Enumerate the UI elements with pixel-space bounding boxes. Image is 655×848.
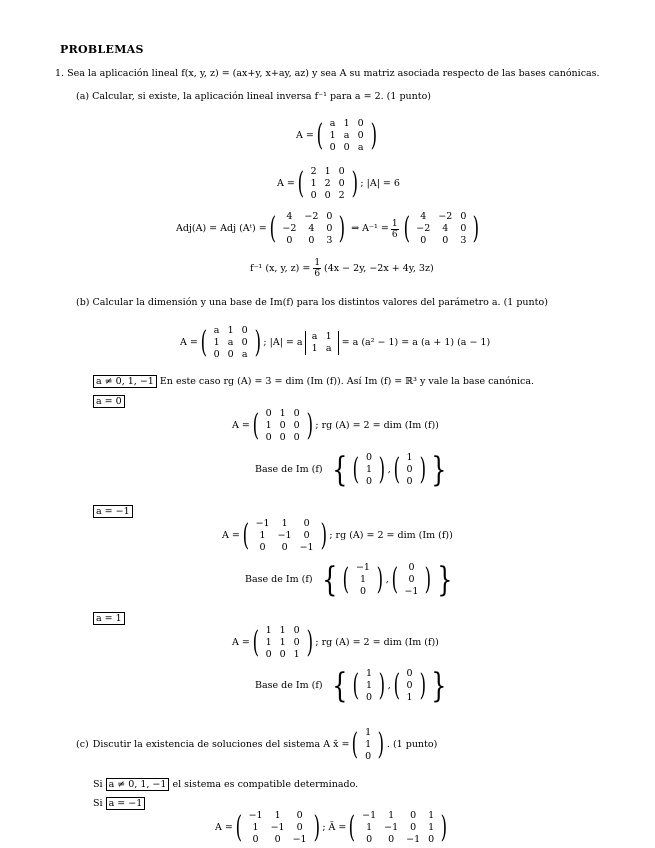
matrix-cell: 3 bbox=[460, 235, 467, 246]
fraction: $\frac{1}{6}$ bbox=[314, 258, 321, 279]
matrix-cell: a bbox=[311, 331, 318, 342]
matrix-cell: 4 bbox=[308, 223, 315, 234]
matrix-cell: −1 bbox=[299, 542, 314, 553]
matrix-cell: 0 bbox=[274, 834, 281, 845]
vector-2 bbox=[400, 562, 422, 598]
matrix-cell: 1 bbox=[265, 420, 272, 431]
eq-rhs: ; rg (A) = 2 = dim (Im (f)) bbox=[315, 420, 439, 432]
part-c-heading: (c) Discutir la existencia de soluciones del sistema A x̄ = ( 1 1 0 ) . (1 punto) bbox=[76, 727, 438, 762]
matrix-cell: 0 bbox=[265, 408, 272, 419]
matrix-cell: 0 bbox=[324, 190, 331, 201]
matrix-cell: 0 bbox=[279, 432, 286, 443]
eq-lhs: A = bbox=[277, 178, 295, 190]
part-b-heading bbox=[76, 298, 548, 308]
matrix-cell: −1 bbox=[292, 834, 307, 845]
eq-mid: ; |A| = a bbox=[263, 337, 303, 349]
part-c-text: Discutir la existencia de soluciones del sistema A x̄ = bbox=[92, 739, 350, 751]
matrix-cell: 0 bbox=[343, 142, 350, 153]
matrix-cell: 0 bbox=[259, 542, 266, 553]
matrix-cell: 1 bbox=[227, 325, 234, 336]
matrix-cell: −1 bbox=[270, 822, 285, 833]
matrix-cell: 1 bbox=[311, 343, 318, 354]
eq-rhs: (4x − 2y, −2x + 4y, 3z) bbox=[324, 262, 434, 274]
case-minus-one-label bbox=[93, 507, 133, 517]
matrix-cell: 0 bbox=[338, 166, 345, 177]
problem-1-statement bbox=[55, 69, 600, 79]
matrix-cell: −1 bbox=[406, 834, 421, 845]
matrix-cell: 0 bbox=[460, 223, 467, 234]
eq-lhs: A = bbox=[215, 822, 233, 834]
adjoint-equation: Adj(A) = Adj (Aᵗ) = ( 4 −2 0 −2 4 0 0 0 3 ) ⇒ A⁻¹ = $\frac{1}{6}$ ( 4 −2 0 −2 4 0 0 0 3 ) bbox=[176, 211, 480, 246]
vector-cell: 0 bbox=[365, 452, 373, 463]
matrix-cell: 1 bbox=[293, 649, 300, 660]
matrix-cell: 1 bbox=[265, 625, 272, 636]
matrix-cell: a bbox=[329, 118, 336, 129]
eq-mid: ; Ā = bbox=[322, 822, 347, 834]
matrix-cell: 0 bbox=[279, 649, 286, 660]
matrix-cell: 1 bbox=[428, 822, 435, 833]
matrix-table bbox=[210, 325, 252, 361]
part-b-text: Calcular la dimensión y una base de Im(f) para los distintos valores del parámetro a. (1 punto) bbox=[92, 297, 548, 308]
eq-lhs: f⁻¹ (x, y, z) = bbox=[250, 262, 311, 274]
matrix-cell: a bbox=[213, 325, 220, 336]
vector-cell: 0 bbox=[406, 464, 413, 475]
matrix-cell: 1 bbox=[310, 178, 317, 189]
matrix-cell: 1 bbox=[265, 637, 272, 648]
case-text: En este caso rg (A) = 3 = dim (Im (f)). Así Im (f) = ℝ³ y vale la base canónica. bbox=[159, 376, 535, 387]
vector-cell: 1 bbox=[365, 668, 373, 679]
matrix-cell: 1 bbox=[213, 337, 220, 348]
matrix-cell: 0 bbox=[279, 420, 286, 431]
matrix-cell: 0 bbox=[410, 822, 417, 833]
part-c-case-2 bbox=[93, 799, 145, 809]
matrix-cell: 1 bbox=[388, 810, 395, 821]
matrix-cell: a bbox=[343, 130, 350, 141]
vector-2 bbox=[402, 452, 416, 488]
vector-cell: 0 bbox=[365, 751, 372, 762]
matrix-cell: 4 bbox=[442, 223, 449, 234]
matrix-cell: −1 bbox=[384, 822, 399, 833]
case-one-label bbox=[93, 614, 125, 624]
matrix-cell: a bbox=[325, 343, 332, 354]
matrix-cell: 0 bbox=[286, 235, 293, 246]
matrix-cell: 0 bbox=[293, 625, 300, 636]
eq-rhs: ; rg (A) = 2 = dim (Im (f)) bbox=[315, 637, 439, 649]
matrix-cell: 0 bbox=[293, 637, 300, 648]
matrix-cell: 2 bbox=[338, 190, 345, 201]
augmented-matrix-table bbox=[358, 810, 438, 846]
case-box: a = −1 bbox=[93, 505, 133, 518]
matrix-cell: 0 bbox=[357, 118, 364, 129]
matrix-cell: 1 bbox=[279, 625, 286, 636]
vector-cell: 1 bbox=[365, 739, 372, 750]
vector-cell: 0 bbox=[406, 668, 413, 679]
case-box: a ≠ 0, 1, −1 bbox=[93, 375, 157, 388]
matrix-table bbox=[252, 518, 318, 554]
matrix-cell: 0 bbox=[213, 349, 220, 360]
base-label: Base de Im (f) bbox=[245, 574, 313, 586]
vector-2 bbox=[402, 668, 416, 704]
matrix-cell: 0 bbox=[308, 235, 315, 246]
matrix-cell: 0 bbox=[366, 834, 373, 845]
case-zero-base: Base de Im (f) { ( 0 1 0 ) , ( 1 0 0 ) } bbox=[255, 450, 447, 490]
matrix-cell: 0 bbox=[326, 223, 333, 234]
part-c-label: (c) bbox=[76, 739, 89, 751]
base-label: Base de Im (f) bbox=[255, 680, 323, 692]
matrix-cell: −1 bbox=[277, 530, 292, 541]
matrix-cell: 3 bbox=[326, 235, 333, 246]
matrix-cell: −2 bbox=[416, 223, 431, 234]
matrix-cell: 0 bbox=[326, 211, 333, 222]
part-a-text: Calcular, si existe, la aplicación lineal inversa f⁻¹ para a = 2. (1 punto) bbox=[92, 91, 432, 102]
inverse-function bbox=[250, 258, 434, 279]
matrix-table bbox=[245, 810, 311, 846]
eq-rhs: = a (a² − 1) = a (a + 1) (a − 1) bbox=[341, 337, 491, 349]
problem-text: Sea la aplicación lineal f(x, y, z) = (ax+y, x+ay, az) y sea A su matriz asociada respecto de las bases canónicas. bbox=[67, 68, 600, 79]
matrix-cell: 1 bbox=[279, 408, 286, 419]
vector-cell: −1 bbox=[355, 562, 370, 573]
matrix-cell: a bbox=[227, 337, 234, 348]
matrix-cell: −1 bbox=[362, 810, 377, 821]
matrix-table bbox=[326, 118, 368, 154]
matrix-cell: −2 bbox=[438, 211, 453, 222]
matrix-cell: 4 bbox=[420, 211, 427, 222]
vector-cell: 1 bbox=[365, 727, 372, 738]
si-text: Si bbox=[93, 798, 103, 809]
matrix-cell: 0 bbox=[241, 325, 248, 336]
part-c-points: . (1 punto) bbox=[386, 739, 438, 751]
matrix-cell: −1 bbox=[248, 810, 263, 821]
vector-1 bbox=[352, 562, 374, 598]
matrix-cell: 2 bbox=[310, 166, 317, 177]
matrix-cell: 1 bbox=[252, 822, 259, 833]
matrix-cell: 1 bbox=[279, 637, 286, 648]
eq-lhs: Adj(A) = Adj (Aᵗ) = bbox=[176, 223, 267, 235]
vector-1 bbox=[362, 668, 376, 704]
matrix-cell: 0 bbox=[303, 530, 310, 541]
part-a-label: (a) bbox=[76, 91, 90, 102]
vector-cell: 0 bbox=[408, 562, 415, 573]
part-a-heading bbox=[76, 92, 431, 102]
vector-cell: 0 bbox=[406, 476, 413, 487]
case-text: el sistema es compatible determinado. bbox=[172, 779, 359, 790]
vector-cell: 1 bbox=[359, 574, 366, 585]
case-one-base: Base de Im (f) { ( 1 1 0 ) , ( 0 0 1 ) } bbox=[255, 666, 447, 706]
matrix-cell: 0 bbox=[338, 178, 345, 189]
matrix-cell: 1 bbox=[325, 331, 332, 342]
base-label: Base de Im (f) bbox=[255, 464, 323, 476]
matrix-cell: 0 bbox=[410, 810, 417, 821]
matrix-cell: 1 bbox=[366, 822, 373, 833]
eq-mid: ⇒ A⁻¹ = bbox=[351, 223, 389, 235]
matrix-table bbox=[412, 211, 470, 247]
matrix-cell: 4 bbox=[286, 211, 293, 222]
matrix-table bbox=[307, 166, 349, 202]
matrix-cell: −2 bbox=[282, 223, 297, 234]
vector-cell: 1 bbox=[406, 452, 413, 463]
page-title: PROBLEMAS bbox=[60, 43, 144, 56]
vector-cell: 0 bbox=[365, 692, 373, 703]
matrix-cell: 0 bbox=[293, 408, 300, 419]
case-box: a ≠ 0, 1, −1 bbox=[106, 778, 170, 791]
vector-cell: 1 bbox=[365, 680, 373, 691]
part-c-case-1 bbox=[93, 780, 358, 790]
vector-cell: 1 bbox=[406, 692, 413, 703]
case-general bbox=[93, 377, 534, 387]
matrix-cell: 1 bbox=[343, 118, 350, 129]
case-zero-matrix: A = ( 0 1 0 1 0 0 0 0 0 ) ; rg (A) = 2 = dim (Im (f)) bbox=[232, 408, 439, 443]
matrix-cell: −1 bbox=[255, 518, 270, 529]
matrix-table bbox=[262, 625, 304, 661]
matrix-cell: 0 bbox=[296, 822, 303, 833]
matrix-cell: 1 bbox=[428, 810, 435, 821]
matrix-cell: 0 bbox=[281, 542, 288, 553]
eq-lhs: A = bbox=[222, 530, 240, 542]
vector-cell: 0 bbox=[359, 586, 366, 597]
case-one-matrix: A = ( 1 1 0 1 1 0 0 0 1 ) ; rg (A) = 2 = dim (Im (f)) bbox=[232, 625, 439, 660]
matrix-cell: 0 bbox=[460, 211, 467, 222]
matrix-cell: 0 bbox=[293, 420, 300, 431]
eq-rhs: ; rg (A) = 2 = dim (Im (f)) bbox=[329, 530, 453, 542]
matrix-table bbox=[262, 408, 304, 444]
vector-cell: 0 bbox=[406, 680, 413, 691]
matrix-cell: 0 bbox=[442, 235, 449, 246]
matrix-cell: 0 bbox=[227, 349, 234, 360]
matrix-cell: 0 bbox=[388, 834, 395, 845]
matrix-cell: 2 bbox=[324, 178, 331, 189]
matrix-cell: 1 bbox=[259, 530, 266, 541]
si-text: Si bbox=[93, 779, 103, 790]
matrix-cell: a bbox=[241, 349, 248, 360]
case-box: a = 1 bbox=[93, 612, 125, 625]
eq-rhs: ; |A| = 6 bbox=[360, 178, 400, 190]
fraction: $\frac{1}{6}$ bbox=[391, 218, 398, 240]
matrix-cell: 0 bbox=[252, 834, 259, 845]
matrix-cell: 0 bbox=[293, 432, 300, 443]
case-box: a = −1 bbox=[106, 797, 146, 810]
matrix-cell: 0 bbox=[241, 337, 248, 348]
eq-lhs: A = bbox=[180, 337, 198, 349]
matrix-cell: 1 bbox=[274, 810, 281, 821]
case-minus-one-base: Base de Im (f) { ( −1 1 0 ) , ( 0 0 −1 ) } bbox=[245, 560, 453, 600]
eq-lhs: A = bbox=[296, 130, 314, 142]
matrix-cell: 0 bbox=[303, 518, 310, 529]
vector-cell: −1 bbox=[404, 586, 419, 597]
rhs-vector bbox=[361, 727, 375, 763]
matrix-table bbox=[278, 211, 336, 247]
matrix-A-a2: A = ( 2 1 0 1 2 0 0 0 2 ) ; |A| = 6 bbox=[277, 166, 400, 201]
matrix-cell: 0 bbox=[420, 235, 427, 246]
matrix-cell: 1 bbox=[324, 166, 331, 177]
matrix-cell: −2 bbox=[304, 211, 319, 222]
determinant-equation: A = ( a 1 0 1 a 0 0 0 a ) ; |A| = a a 1 1 a = a (a² − 1) = a (a + 1) (a − 1) bbox=[180, 325, 491, 360]
matrix-cell: 0 bbox=[357, 130, 364, 141]
vector-cell: 0 bbox=[365, 476, 373, 487]
problem-number: 1. bbox=[55, 68, 65, 79]
augmented-equation: A = ( −1 1 0 1 −1 0 0 0 −1 ) ; Ā = ( −1 1 0 1 1 −1 0 1 0 0 −1 0 ) bbox=[215, 810, 448, 845]
matrix-cell: 0 bbox=[296, 810, 303, 821]
matrix-cell: a bbox=[357, 142, 364, 153]
eq-lhs: A = bbox=[232, 420, 250, 432]
matrix-cell: 0 bbox=[428, 834, 435, 845]
minor-table bbox=[308, 331, 336, 355]
vector-1 bbox=[362, 452, 376, 488]
matrix-cell: 1 bbox=[281, 518, 288, 529]
matrix-cell: 0 bbox=[265, 649, 272, 660]
matrix-cell: 1 bbox=[329, 130, 336, 141]
matrix-cell: 0 bbox=[310, 190, 317, 201]
case-box: a = 0 bbox=[93, 395, 125, 408]
matrix-cell: 0 bbox=[329, 142, 336, 153]
vector-cell: 0 bbox=[408, 574, 415, 585]
case-zero-label bbox=[93, 397, 125, 407]
vector-cell: 1 bbox=[365, 464, 373, 475]
matrix-cell: 0 bbox=[265, 432, 272, 443]
case-minus-one-matrix: A = ( −1 1 0 1 −1 0 0 0 −1 ) ; rg (A) = 2 = dim (Im (f)) bbox=[222, 518, 453, 553]
eq-lhs: A = bbox=[232, 637, 250, 649]
part-b-label: (b) bbox=[76, 297, 90, 308]
matrix-A-general: A = ( a 1 0 1 a 0 0 0 a ) bbox=[296, 118, 377, 153]
